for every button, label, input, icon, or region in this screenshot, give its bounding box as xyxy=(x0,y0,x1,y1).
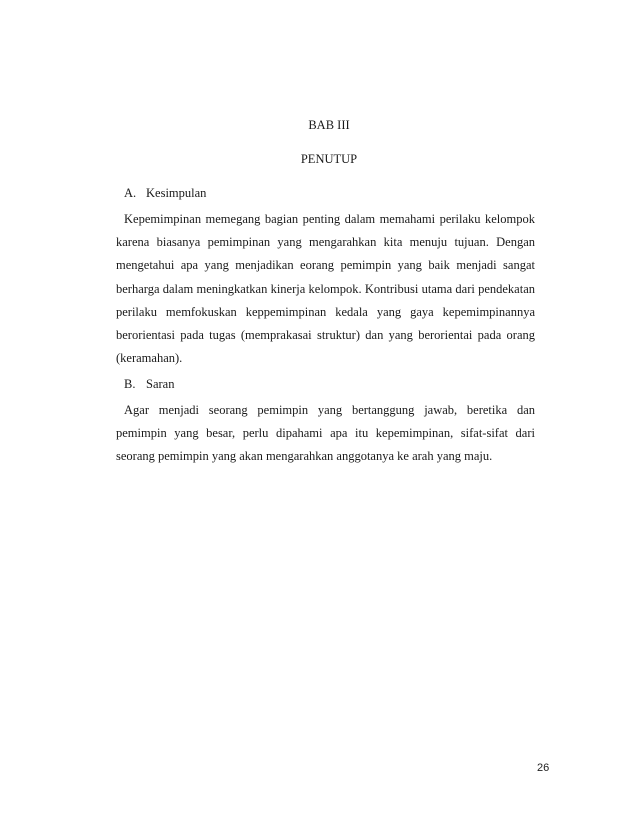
paragraph-kesimpulan xyxy=(116,208,535,370)
paragraph-saran xyxy=(116,399,535,469)
section-title: Saran xyxy=(146,377,175,391)
chapter-number: BAB III xyxy=(308,118,350,132)
chapter-title: PENUTUP xyxy=(300,152,358,166)
paragraph-text: Agar menjadi seorang pemimpin yang bertanggung jawab, beretika dan pemimpin yang besar, perlu dipahami apa itu kepemimpinan, sifat-sifat dari seorang pemimpin yang akan mengarahkan anggotanya ke arah yang maju. xyxy=(116,403,535,464)
page-number: 26 xyxy=(537,762,550,774)
section-marker: B. xyxy=(124,377,136,391)
section-heading-saran xyxy=(124,377,174,392)
paragraph-text: Kepemimpinan memegang bagian penting dalam memahami perilaku kelompok karena biasanya pemimpinan yang mengarahkan kita menuju tujuan. Dengan mengetahui apa yang menjadikan eorang pemimpin yang baik menjadi sangat berharga dalam meningkatkan kinerja kelompok. Kontribusi utama dari pendekatan perilaku memfokuskan keppemimpinan kedala yang gaya kepemimpinannya berorientasi pada tugas (memprakasai struktur) dan yang berorientai pada orang (keramahan). xyxy=(116,212,535,366)
section-heading-kesimpulan xyxy=(124,186,206,201)
section-marker: A. xyxy=(124,186,137,200)
section-title: Kesimpulan xyxy=(146,186,207,200)
